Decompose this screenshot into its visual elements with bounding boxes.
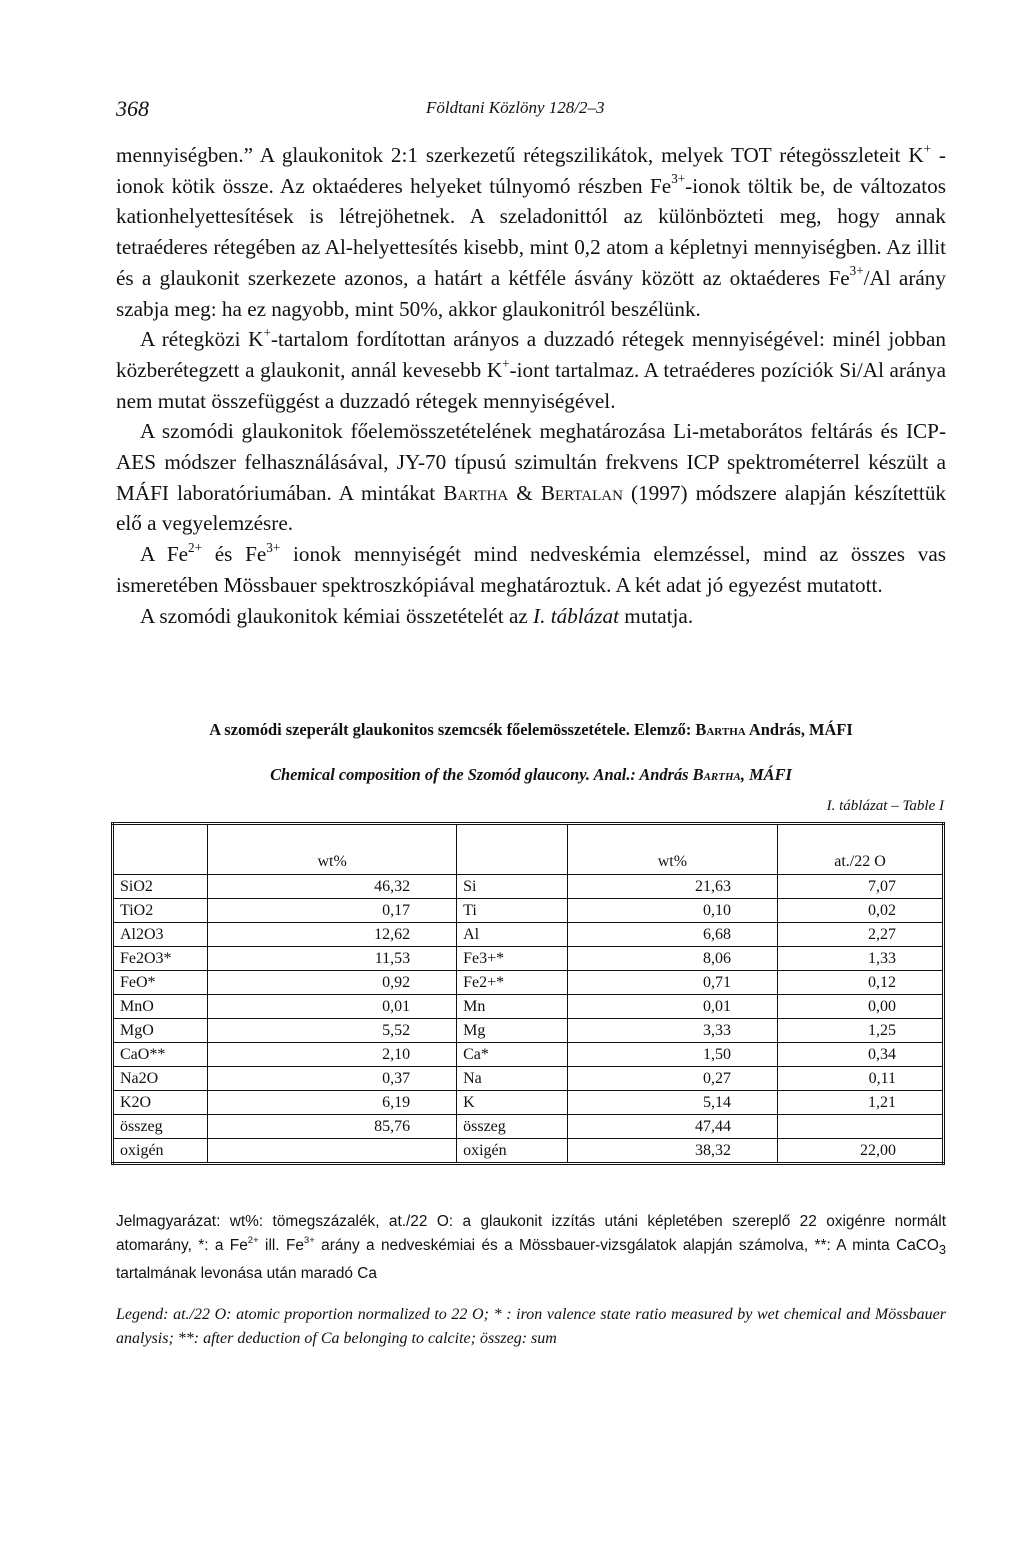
superscript: + bbox=[263, 324, 271, 340]
oxide-cell: Fe2O3* bbox=[113, 947, 208, 971]
text-run: -ionok kötik össze. Az oktaéderes helyeket túlnyomó részben Fe bbox=[116, 143, 946, 198]
superscript: 3+ bbox=[671, 171, 686, 187]
author-name: Bartha bbox=[443, 480, 509, 505]
oxide-cell: CaO** bbox=[113, 1043, 208, 1067]
atomic-ratio-cell: 22,00 bbox=[777, 1139, 943, 1164]
table-reference: I. táblázat bbox=[533, 603, 619, 628]
atomic-ratio-cell: 0,34 bbox=[777, 1043, 943, 1067]
atomic-ratio-cell: 1,25 bbox=[777, 1019, 943, 1043]
atomic-ratio-cell: 1,33 bbox=[777, 947, 943, 971]
table-label: I. táblázat – Table I bbox=[826, 798, 944, 814]
atomic-ratio-cell: 0,12 bbox=[777, 971, 943, 995]
text-run: A rétegközi K bbox=[140, 327, 264, 352]
legend-hungarian bbox=[116, 1210, 946, 1286]
element-cell: Al bbox=[457, 923, 568, 947]
element-cell: Na bbox=[457, 1067, 568, 1091]
oxide-cell: Al2O3 bbox=[113, 923, 208, 947]
oxide-wt-cell: 5,52 bbox=[208, 1019, 457, 1043]
atomic-ratio-cell: 7,07 bbox=[777, 875, 943, 899]
header-cell: wt% bbox=[208, 824, 457, 875]
text-run: (1997) módszere alapján készítettük elő a vegyelemzésre. bbox=[116, 480, 947, 536]
text-run: mutatja. bbox=[618, 603, 694, 628]
element-wt-cell: 38,32 bbox=[567, 1139, 777, 1164]
oxide-cell: TiO2 bbox=[113, 899, 208, 923]
atomic-ratio-cell: 0,11 bbox=[777, 1067, 943, 1091]
element-wt-cell: 0,10 bbox=[567, 899, 777, 923]
oxide-cell: MgO bbox=[113, 1019, 208, 1043]
element-cell: K bbox=[457, 1091, 568, 1115]
oxide-wt-cell: 12,62 bbox=[208, 923, 457, 947]
element-wt-cell: 0,01 bbox=[567, 995, 777, 1019]
table-header-row bbox=[113, 824, 944, 875]
table-row bbox=[113, 1019, 944, 1043]
table-title bbox=[116, 720, 946, 740]
text-run: -ionok töltik be, de változatos kationhelyettesítések is létrejöhetnek. A szeladonittól az különbözteti meg, hogy annak tetraéderes rétegében az Al-helyettesítés kisebb, mint 0,2 atom a képletnyi mennyiségben. Az illit és a glaukonit szerkezete azonos, a határt a kétféle ásvány között az oktaéderes Fe bbox=[116, 173, 946, 290]
oxide-wt-cell: 11,53 bbox=[208, 947, 457, 971]
body-text bbox=[116, 140, 946, 631]
text-run: Jelmagyarázat: wt%: tömegszázalék, at./22 O: a glaukonit izzítás utáni képletében szereplő 22 oxigénre normált atomarány, *: a Fe bbox=[116, 1213, 946, 1254]
text-run: A szomódi glaukonitok főelemösszetételének meghatározása Li-metaborátos feltárás és ICP-AES módszer felhasználásával, JY-70 típusú szimultán frekvens ICP spektrométerrel készült a MÁFI laboratóriumában. A mintákat bbox=[116, 419, 946, 505]
element-cell: Mg bbox=[457, 1019, 568, 1043]
table-subtitle bbox=[116, 765, 946, 785]
oxide-cell: MnO bbox=[113, 995, 208, 1019]
atomic-ratio-cell bbox=[777, 1115, 943, 1139]
oxide-cell: Na2O bbox=[113, 1067, 208, 1091]
text-run: és Fe bbox=[202, 542, 267, 567]
text-run: A Fe bbox=[140, 542, 189, 567]
header-cell bbox=[457, 824, 568, 875]
table-row bbox=[113, 875, 944, 899]
legend-english: Legend: at./22 O: atomic proportion normalized to 22 O; * : iron valence state ratio measured by wet chemical and Mössbauer analysis; **: after deduction of Ca belonging to calcite; összeg: sum bbox=[116, 1306, 946, 1347]
text-run: ill. Fe bbox=[258, 1237, 304, 1254]
superscript: 2+ bbox=[188, 539, 203, 555]
element-cell: Si bbox=[457, 875, 568, 899]
text-run: András, MÁFI bbox=[745, 720, 853, 739]
element-cell: összeg bbox=[457, 1115, 568, 1139]
paragraph-4 bbox=[116, 539, 946, 600]
element-cell: oxigén bbox=[457, 1139, 568, 1164]
oxide-cell: összeg bbox=[113, 1115, 208, 1139]
text-run: A szomódi glaukonitok kémiai összetételét az bbox=[140, 603, 534, 628]
element-wt-cell: 3,33 bbox=[567, 1019, 777, 1043]
element-cell: Mn bbox=[457, 995, 568, 1019]
text-run: & bbox=[508, 480, 541, 505]
superscript: 3+ bbox=[266, 539, 281, 555]
text-run: mennyiségben.” A glaukonitok 2:1 szerkezetű rétegszilikátok, melyek TOT rétegösszleteit K bbox=[116, 143, 924, 167]
oxide-wt-cell: 85,76 bbox=[208, 1115, 457, 1139]
oxide-cell: K2O bbox=[113, 1091, 208, 1115]
element-wt-cell: 0,71 bbox=[567, 971, 777, 995]
text-run: -iont tartalmaz. A tetraéderes pozíciók Si/Al aránya nem mutat összefüggést a duzzadó rétegek mennyiségével. bbox=[116, 357, 946, 413]
table-row bbox=[113, 1067, 944, 1091]
superscript: 3+ bbox=[303, 1234, 315, 1246]
table-row bbox=[113, 947, 944, 971]
text-run: A szomódi szeperált glaukonitos szemcsék főelemösszetétele. Elemző: bbox=[209, 720, 696, 739]
table-row bbox=[113, 1139, 944, 1164]
element-wt-cell: 47,44 bbox=[567, 1115, 777, 1139]
superscript: + bbox=[502, 355, 510, 371]
table-row bbox=[113, 1043, 944, 1067]
element-wt-cell: 5,14 bbox=[567, 1091, 777, 1115]
text-run: ionok mennyiségét mind nedveskémia elemzéssel, mind az összes vas ismeretében Mössbauer spektroszkópiával meghatároztuk. A két adat jó egyezést mutatott. bbox=[116, 542, 947, 597]
oxide-wt-cell: 2,10 bbox=[208, 1043, 457, 1067]
atomic-ratio-cell: 2,27 bbox=[777, 923, 943, 947]
table-row bbox=[113, 1115, 944, 1139]
oxide-wt-cell: 0,37 bbox=[208, 1067, 457, 1091]
text-run: /Al arány szabja meg: ha ez nagyobb, mint 50%, akkor glaukonitról beszélünk. bbox=[116, 265, 946, 321]
oxide-wt-cell: 0,01 bbox=[208, 995, 457, 1019]
paragraph-1 bbox=[116, 140, 946, 324]
element-cell: Ca* bbox=[457, 1043, 568, 1067]
table-row bbox=[113, 923, 944, 947]
table-row bbox=[113, 995, 944, 1019]
paragraph-3 bbox=[116, 416, 946, 539]
atomic-ratio-cell: 1,21 bbox=[777, 1091, 943, 1115]
oxide-cell: SiO2 bbox=[113, 875, 208, 899]
composition-table bbox=[111, 822, 945, 1165]
oxide-wt-cell: 0,17 bbox=[208, 899, 457, 923]
author-name: Bartha bbox=[692, 765, 741, 784]
header-cell: wt% bbox=[567, 824, 777, 875]
page-number: 368 bbox=[116, 96, 149, 121]
text-run: Chemical composition of the Szomód glaucony. Anal.: András bbox=[270, 765, 693, 784]
oxide-wt-cell: 6,19 bbox=[208, 1091, 457, 1115]
superscript: 3+ bbox=[849, 263, 864, 279]
author-name: Bertalan bbox=[540, 480, 623, 505]
superscript: 2+ bbox=[247, 1234, 259, 1246]
oxide-wt-cell: 46,32 bbox=[208, 875, 457, 899]
element-cell: Fe3+* bbox=[457, 947, 568, 971]
header-cell bbox=[113, 824, 208, 875]
text-run: arány a nedveskémiai és a Mössbauer-vizsgálatok alapján számolva, **: A minta CaCO bbox=[314, 1237, 939, 1254]
oxide-cell: FeO* bbox=[113, 971, 208, 995]
text-run: , MÁFI bbox=[740, 765, 792, 784]
oxide-wt-cell bbox=[208, 1139, 457, 1164]
element-cell: Ti bbox=[457, 899, 568, 923]
journal-title: Földtani Közlöny 128/2–3 bbox=[426, 98, 605, 117]
atomic-ratio-cell: 0,00 bbox=[777, 995, 943, 1019]
text-run: -tartalom fordítottan arányos a duzzadó rétegek mennyiségével: minél jobban közberétegzett a glaukonit, annál kevesebb K bbox=[116, 327, 946, 382]
paragraph-5 bbox=[116, 601, 946, 632]
element-wt-cell: 6,68 bbox=[567, 923, 777, 947]
table-row bbox=[113, 1091, 944, 1115]
oxide-wt-cell: 0,92 bbox=[208, 971, 457, 995]
element-wt-cell: 8,06 bbox=[567, 947, 777, 971]
element-wt-cell: 1,50 bbox=[567, 1043, 777, 1067]
author-name: Bartha bbox=[695, 720, 746, 739]
element-cell: Fe2+* bbox=[457, 971, 568, 995]
table-row bbox=[113, 899, 944, 923]
running-header bbox=[116, 96, 946, 126]
paragraph-2 bbox=[116, 324, 946, 416]
atomic-ratio-cell: 0,02 bbox=[777, 899, 943, 923]
table-row bbox=[113, 971, 944, 995]
header-cell: at./22 O bbox=[777, 824, 943, 875]
subscript: 3 bbox=[938, 1242, 946, 1258]
element-wt-cell: 21,63 bbox=[567, 875, 777, 899]
superscript: + bbox=[923, 140, 932, 156]
element-wt-cell: 0,27 bbox=[567, 1067, 777, 1091]
text-run: tartalmának levonása után maradó Ca bbox=[116, 1265, 377, 1283]
oxide-cell: oxigén bbox=[113, 1139, 208, 1164]
